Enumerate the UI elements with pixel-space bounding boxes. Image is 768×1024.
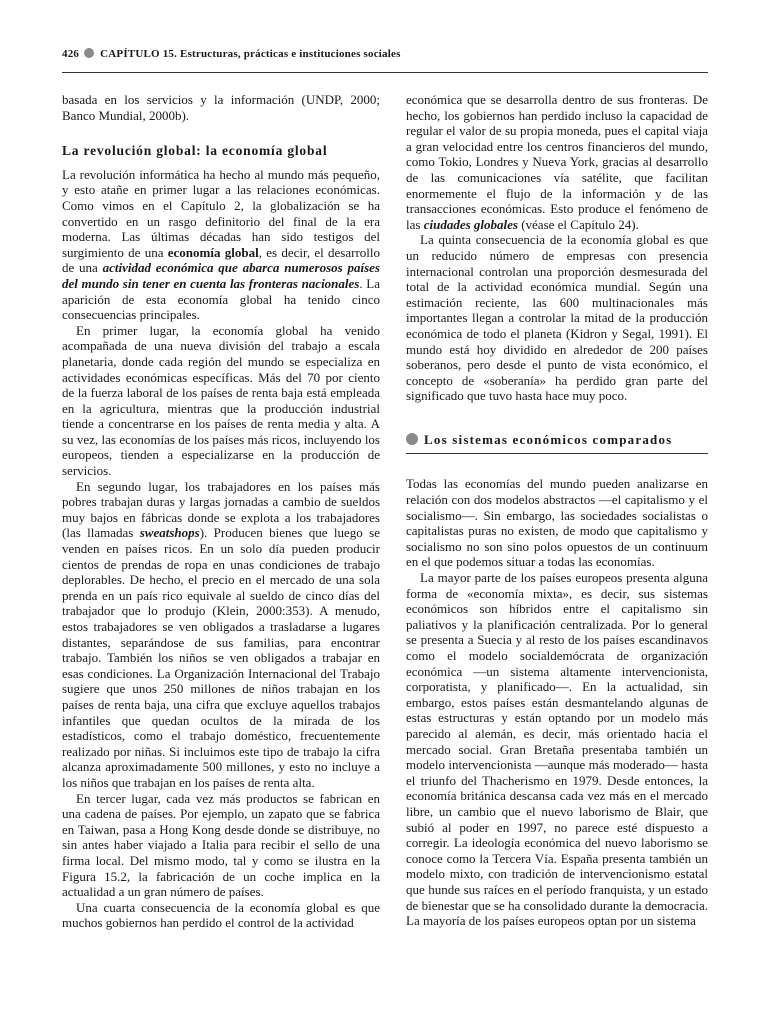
subheading: La revolución global: la economía global bbox=[62, 143, 328, 159]
bullet-icon bbox=[84, 48, 94, 58]
chapter-label: CAPÍTULO 15. bbox=[100, 48, 178, 60]
paragraph: En tercer lugar, cada vez más productos se fabrican en una cadena de países. Por ejemplo, un zapato que se fabrica en Taiwan, pasa a Hong Kong desde donde se distribuye, no sin antes haber viajado a Italia para recibir el sello de una firma local. Del mismo modo, tal y como se ilustra en la Figura 15.2, la fabricación de un coche implica en la actualidad a un gran número de países. bbox=[62, 790, 380, 900]
paragraph: Todas las economías del mundo pueden analizarse en relación con dos modelos abstractos —el capitalismo y el socialismo—. Sin embargo, las sociedades socialistas o capitalistas puras no existen, de modo que capitalismo y socialismo no son sino polos opuestos de un continuum en el que podemos situar a todas las economías. bbox=[406, 476, 708, 570]
paragraph: La quinta consecuencia de la economía global es que un reducido número de empresas con presencia internacional controlan una proporción desmesurada del total de la actividad económica mundial. Según una estimación reciente, las 600 multinacionales más importantes llegan a controlar la mitad de la producción económica de todo el planeta (Kidron y Segal, 1991). El mundo está hoy dividido en alrededor de 200 países soberanos, pero desde el punto de vista económico, el concepto de «soberanía» ha perdido gran parte del significado que tuvo hasta hace muy poco. bbox=[406, 232, 708, 404]
paragraph: La revolución informática ha hecho al mundo más pequeño, y esto atañe en primer lugar a las relaciones económicas. Como vimos en el Capítulo 2, la globalización se ha convertido en un rasgo definitorio del final de la era moderna. Las últimas décadas han sido testigos del surgimiento de una economía global, es decir, el desarrollo de una actividad económica que abarca numerosos países del mundo sin tener en cuenta las fronteras nacionales. La aparición de esta economía global ha tenido cinco consecuencias principales. bbox=[62, 166, 380, 323]
paragraph: económica que se desarrolla dentro de sus fronteras. De hecho, los gobiernos han perdido incluso la capacidad de regular el valor de su propia moneda, pues el capital viaja a gran velocidad entre los centros financieros del mundo, como Tokio, Londres y Nueva York, gracias al desarrollo de las comunicaciones vía satélite, que facilitan enormemente el flujo de la información y de las transacciones económicas. Esto produce el fenómeno de las ciudades globales (véase el Capítulo 24). bbox=[406, 92, 708, 232]
section-heading: Los sistemas económicos comparados bbox=[406, 432, 708, 448]
chapter-title: Estructuras, prácticas e instituciones sociales bbox=[180, 48, 401, 60]
key-term: sweatshops bbox=[139, 525, 200, 541]
key-term: ciudades globales bbox=[423, 216, 518, 232]
page-number: 426 bbox=[62, 48, 80, 60]
bullet-icon bbox=[406, 433, 418, 445]
paragraph: En primer lugar, la economía global ha venido acompañada de una nueva división del trabajo a escala planetaria, donde cada región del mundo se especializa en actividades económicas específicas. Más del 70 por ciento de la fuerza laboral de los países de renta baja está empleada en la agricultura, mientras que la producción industrial tiende a concentrarse en los países de renta media y alta. A su vez, las economías de los países más ricos, incluyendo los europeos, tienden a especializarse en la producción de servicios. bbox=[62, 322, 380, 479]
paragraph: La mayor parte de los países europeos presenta alguna forma de «economía mixta», es decir, sus sistemas económicos son híbridos entre el capitalismo sin paliativos y la planificación centralizada. Por lo general se presenta a Suecia y al resto de los países escandinavos como el modelo socialdemócrata de organización económica —un sistema altamente intervencionista, corporatista, y planificado—. En la actualidad, sin embargo, estos países están desmantelando algunas de estas estructuras y están optando por un modelo más parecido al alemán, es decir, más orientado hacia el mercado social. Gran Bretaña presentaba también un modelo intervencionista —aunque más moderado— hasta el triunfo del Thacherismo en 1979. Desde entonces, la economía británica descansa cada vez más en el mercado libre, un cambio que el nuevo laborismo de Blair, que subió al poder en 1997, no parece esté dispuesto a corregir. La ideología económica del nuevo laborismo se conoce como la Tercera Vía. España presenta también un modelo mixto, con tradición de intervencionismo estatal que hunde sus raíces en el período franquista, y un estado de bienestar que se ha consolidado durante la democracia. La mayoría de los países europeos optan por un sistema bbox=[406, 570, 708, 929]
left-column bbox=[62, 92, 380, 931]
right-column bbox=[406, 92, 708, 929]
section-divider bbox=[406, 453, 708, 454]
key-term: economía global bbox=[167, 244, 259, 260]
paragraph: basada en los servicios y la información (UNDP, 2000; Banco Mundial, 2000b). bbox=[62, 92, 380, 123]
paragraph: Una cuarta consecuencia de la economía global es que muchos gobiernos han perdido el control de la actividad bbox=[62, 899, 380, 931]
definition: actividad económica que abarca numerosos países del mundo sin tener en cuenta las fronteras nacionales bbox=[62, 260, 380, 291]
header-divider bbox=[62, 72, 708, 73]
paragraph: En segundo lugar, los trabajadores en los países más pobres trabajan duras y largas jornadas a cambio de sueldos muy bajos en fábricas donde se explota a los trabajadores (las llamadas sweatshops). Producen bienes que luego se venden en países ricos. En un solo día pueden producir cientos de prendas de ropa en unas condiciones de trabajo deplorables. De hecho, el precio en el mercado de una sola prenda en un país rico equivale al sueldo de cinco días del trabajador que lo produjo (Klein, 2000:353). A menudo, estos trabajadores se ven obligados a trasladarse a lugares distantes, separándose de sus familias, para encontrar trabajo. También los niños se ven obligados a trabajar en esas condiciones. La Organización Internacional del Trabajo sugiere que unos 250 millones de niños trabajan en los países de renta baja, una cifra que excluye aquellos trabajos infantiles que quedan ocultos de la mirada de los estadísticos, como el trabajo doméstico, frecuentemente realizado por niñas. Si incluimos este tipo de trabajo la cifra alcanza aproximadamente 500 millones, y esto no incluye a los niños que trabajan en los países de renta alta. bbox=[62, 478, 380, 790]
running-header bbox=[62, 48, 708, 60]
